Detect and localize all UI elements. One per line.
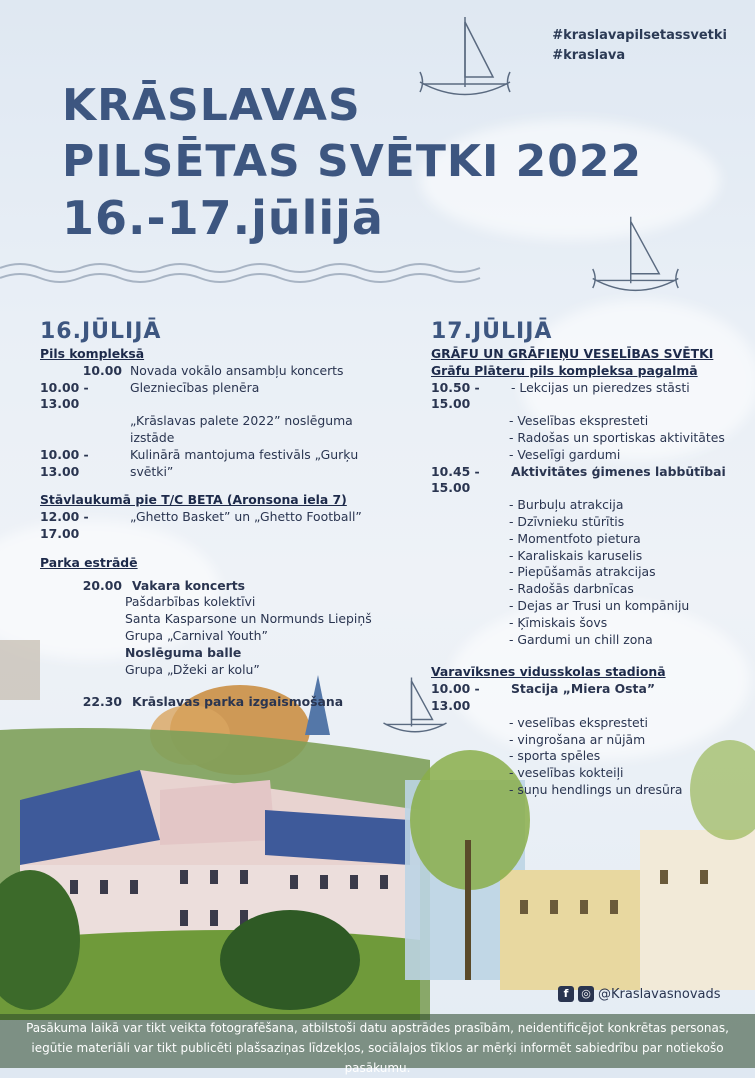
event-time: 22.30 — [82, 694, 122, 710]
event-title: Aktivitātes ģimenes labbūtībai — [511, 463, 726, 479]
event-item: - Momentfoto pietura — [509, 530, 641, 546]
event-item: - Veselīgi gardumi — [509, 446, 621, 462]
event-time: 10.00 - 13.00 — [431, 681, 480, 713]
event-item: - vingrošana ar nūjām — [509, 731, 646, 747]
event-item: - Dzīvnieku stūrītis — [509, 513, 625, 529]
event-item: - Dejas ar Trusi un kompāniju — [509, 597, 690, 613]
event-text: „Ghetto Basket” un „Ghetto Football” — [130, 509, 362, 525]
title-line-2 — [62, 134, 642, 190]
social-handle — [558, 986, 721, 1002]
event-item: - veselības ekspresteti — [509, 714, 648, 730]
performer: Grupa „Carnival Youth” — [125, 627, 268, 643]
event-item: - Gardumi un chill zona — [509, 631, 653, 647]
event-time: 10.50 - 15.00 — [431, 379, 480, 412]
hashtag: #kraslava — [552, 48, 626, 63]
event-text: Glezniecības plenēra — [130, 379, 260, 395]
performer: Pašdarbības kolektīvi — [125, 594, 256, 610]
footer-line: iegūtie materiāli var tikt publicēti plašsaziņas līdzekļos, sociālajos tīklos ar mērķi informēt sabiedrību par notiekošo pasākumu. — [31, 1041, 724, 1075]
event-item: - Ķīmiskais šovs — [509, 614, 608, 630]
event-item: - Lekcijas un pieredzes stāsti — [511, 379, 690, 395]
event-time: 10.45 - 15.00 — [431, 463, 480, 496]
performer: Santa Kasparsone un Normunds Liepiņš — [125, 611, 372, 627]
event-time: 10.00 — [82, 362, 122, 378]
footer-note — [0, 1018, 755, 1078]
event-item: - Radošās darbnīcas — [509, 581, 634, 597]
section-title: Varavīksnes vidusskolas stadionā — [431, 664, 666, 680]
event-time: 10.00 - 13.00 — [40, 379, 89, 412]
instagram-icon: ◎ — [578, 986, 594, 1002]
title-line-2-text: PILSĒTAS SVĒTKI — [62, 136, 500, 187]
title-year: 2022 — [515, 136, 643, 187]
day1-schedule — [40, 318, 400, 711]
schedule-row — [40, 694, 400, 711]
title-dates: 16.-17.jūlijā — [62, 191, 384, 245]
footer-line: Pasākuma laikā var tikt veikta fotografēšana, atbilstoši datu apstrādes prasībām, neidentificējot konkrētas personas, — [26, 1021, 729, 1035]
day1-heading: 16.JŪLIJĀ — [40, 319, 162, 344]
title-line-1: KRĀSLAVAS — [62, 80, 361, 131]
poster-title — [62, 78, 642, 246]
schedule-row — [431, 380, 741, 414]
event-title: Krāslavas parka izgaismošana — [132, 694, 344, 710]
event-item: - Karaliskais karuselis — [509, 547, 643, 563]
wave-divider — [0, 258, 490, 288]
schedule-row — [40, 578, 400, 595]
performer: Grupa „Džeki ar kolu” — [125, 661, 260, 677]
event-time: 10.00 - 13.00 — [40, 446, 89, 479]
schedule-row — [40, 509, 400, 543]
hashtag: #kraslavapilsetassvetki — [552, 28, 727, 43]
event-item: - Burbuļu atrakcija — [509, 497, 624, 513]
event-title: Vakara koncerts — [132, 577, 246, 593]
schedule-row — [40, 447, 400, 481]
section-title: Stāvlaukumā pie T/C BETA (Aronsona iela 7) — [40, 492, 347, 508]
event-item: - suņu hendlings un dresūra — [509, 781, 683, 797]
event-item: - Piepūšamās atrakcijas — [509, 564, 656, 580]
section-title: Grāfu Plāteru pils kompleksa pagalmā — [431, 362, 698, 378]
schedule-row — [431, 464, 741, 498]
facebook-icon: f — [558, 986, 574, 1002]
social-handle-text: @Kraslavasnovads — [598, 986, 721, 1002]
event-item: - sporta spēles — [509, 748, 601, 764]
event-time: 20.00 — [82, 577, 122, 593]
event-text: Kulinārā mantojuma festivāls „Gurķu svētki” — [130, 446, 359, 479]
event-time: 12.00 - 17.00 — [40, 509, 89, 541]
event-item: - veselības kokteiļi — [509, 765, 624, 781]
hashtags — [552, 26, 727, 66]
event-title: Stacija „Miera Osta” — [511, 681, 655, 697]
schedule-row — [40, 363, 400, 380]
day2-schedule — [431, 318, 741, 799]
section-title: Parka estrādē — [40, 554, 138, 570]
event-item: - Radošas un sportiskas aktivitātes — [509, 429, 725, 445]
event-text: Novada vokālo ansambļu koncerts — [130, 362, 344, 378]
schedule-row — [431, 681, 741, 715]
event-title: Noslēguma balle — [125, 644, 242, 660]
day2-subtitle: GRĀFU UN GRĀFIEŅU VESELĪBAS SVĒTKI — [431, 346, 714, 361]
day2-heading: 17.JŪLIJĀ — [431, 319, 553, 344]
event-item: - Veselības ekspresteti — [509, 413, 649, 429]
schedule-row — [40, 380, 400, 414]
event-extra: „Krāslavas palete 2022” noslēguma izstāde — [130, 413, 353, 445]
section-title: Pils kompleksā — [40, 346, 145, 361]
